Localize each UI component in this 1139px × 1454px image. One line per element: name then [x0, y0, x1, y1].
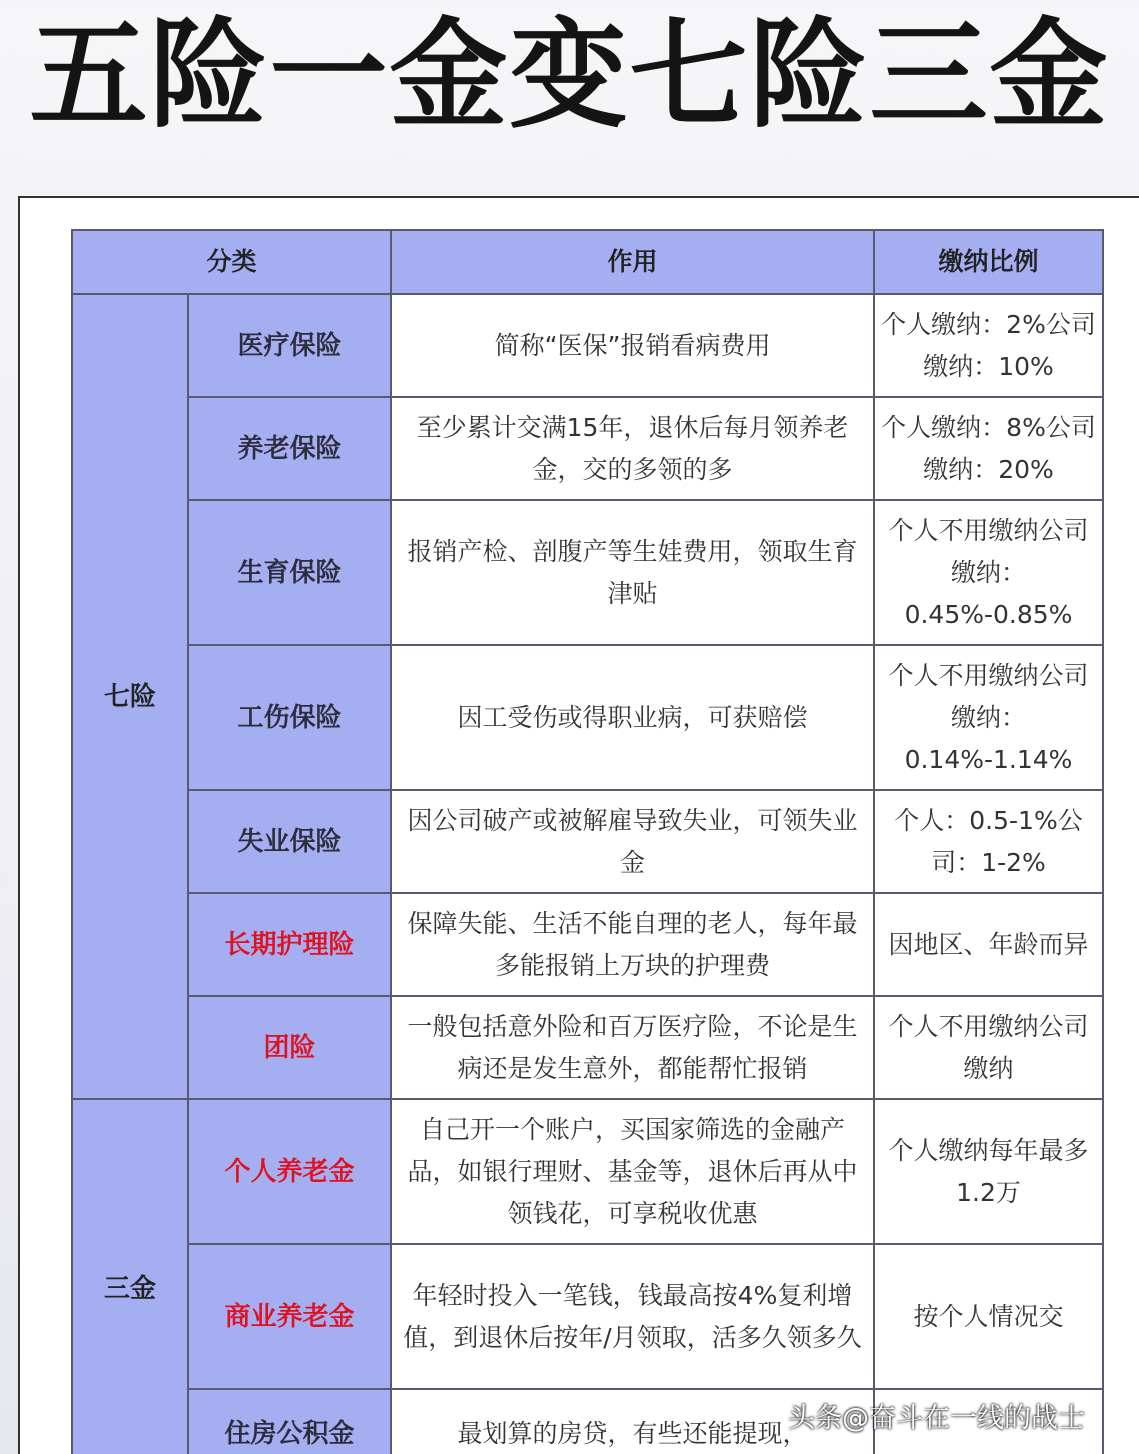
- row-name: 工伤保险: [188, 645, 391, 790]
- row-name: 失业保险: [188, 790, 391, 893]
- page-title: 五险一金变七险三金: [29, 6, 1110, 144]
- group-three-funds: 三金: [72, 1099, 188, 1454]
- row-desc: 最划算的房贷，有些还能提现，: [391, 1389, 874, 1454]
- row-name: 养老保险: [188, 397, 391, 500]
- row-rate: 个人不用缴纳公司缴纳: [874, 996, 1103, 1099]
- row-rate: 个人不用缴纳公司缴纳：0.14%-1.14%: [874, 645, 1103, 790]
- row-name: 个人养老金: [188, 1099, 391, 1244]
- row-name: 长期护理险: [188, 893, 391, 996]
- header-rate: 缴纳比例: [874, 230, 1103, 294]
- table-row: [72, 397, 1103, 500]
- header-purpose: 作用: [391, 230, 874, 294]
- table-header-row: [72, 230, 1103, 294]
- row-name: 医疗保险: [188, 294, 391, 397]
- row-desc: 年轻时投入一笔钱，钱最高按4%复利增值，到退休后按年/月领取，活多久领多久: [391, 1244, 874, 1389]
- row-desc: 因工受伤或得职业病，可获赔偿: [391, 645, 874, 790]
- row-desc: 自己开一个账户，买国家筛选的金融产品，如银行理财、基金等，退休后再从中领钱花，可享税收优惠: [391, 1099, 874, 1244]
- table-row: [72, 790, 1103, 893]
- table-row: [72, 1244, 1103, 1389]
- row-name: 商业养老金: [188, 1244, 391, 1389]
- row-rate: 按个人情况交: [874, 1244, 1103, 1389]
- table-row: [72, 294, 1103, 397]
- table-row: [72, 500, 1103, 645]
- row-desc: 因公司破产或被解雇导致失业，可领失业金: [391, 790, 874, 893]
- row-name: 生育保险: [188, 500, 391, 645]
- table-row: [72, 893, 1103, 996]
- row-name: 住房公积金: [188, 1389, 391, 1454]
- table-row: [72, 645, 1103, 790]
- watermark: 头条@奋斗在一线的战士: [788, 1403, 1085, 1434]
- header-category: 分类: [72, 230, 391, 294]
- row-desc: 至少累计交满15年，退休后每月领养老金，交的多领的多: [391, 397, 874, 500]
- row-desc: 一般包括意外险和百万医疗险，不论是生病还是发生意外，都能帮忙报销: [391, 996, 874, 1099]
- group-seven-insurances: 七险: [72, 294, 188, 1099]
- row-desc: 简称“医保”报销看病费用: [391, 294, 874, 397]
- table-row: [72, 1099, 1103, 1244]
- row-rate: 个人：0.5-1%公司：1-2%: [874, 790, 1103, 893]
- row-desc: 保障失能、生活不能自理的老人，每年最多能报销上万块的护理费: [391, 893, 874, 996]
- table-row: [72, 996, 1103, 1099]
- row-name: 团险: [188, 996, 391, 1099]
- row-desc: 报销产检、剖腹产等生娃费用，领取生育津贴: [391, 500, 874, 645]
- row-rate: 个人缴纳每年最多1.2万: [874, 1099, 1103, 1244]
- row-rate: 个人缴纳：2%公司缴纳：10%: [874, 294, 1103, 397]
- row-rate: 个人缴纳：8%公司缴纳：20%: [874, 397, 1103, 500]
- row-rate: 因地区、年龄而异: [874, 893, 1103, 996]
- insurance-table: [71, 229, 1104, 1454]
- row-rate: 个人不用缴纳公司缴纳：0.45%-0.85%: [874, 500, 1103, 645]
